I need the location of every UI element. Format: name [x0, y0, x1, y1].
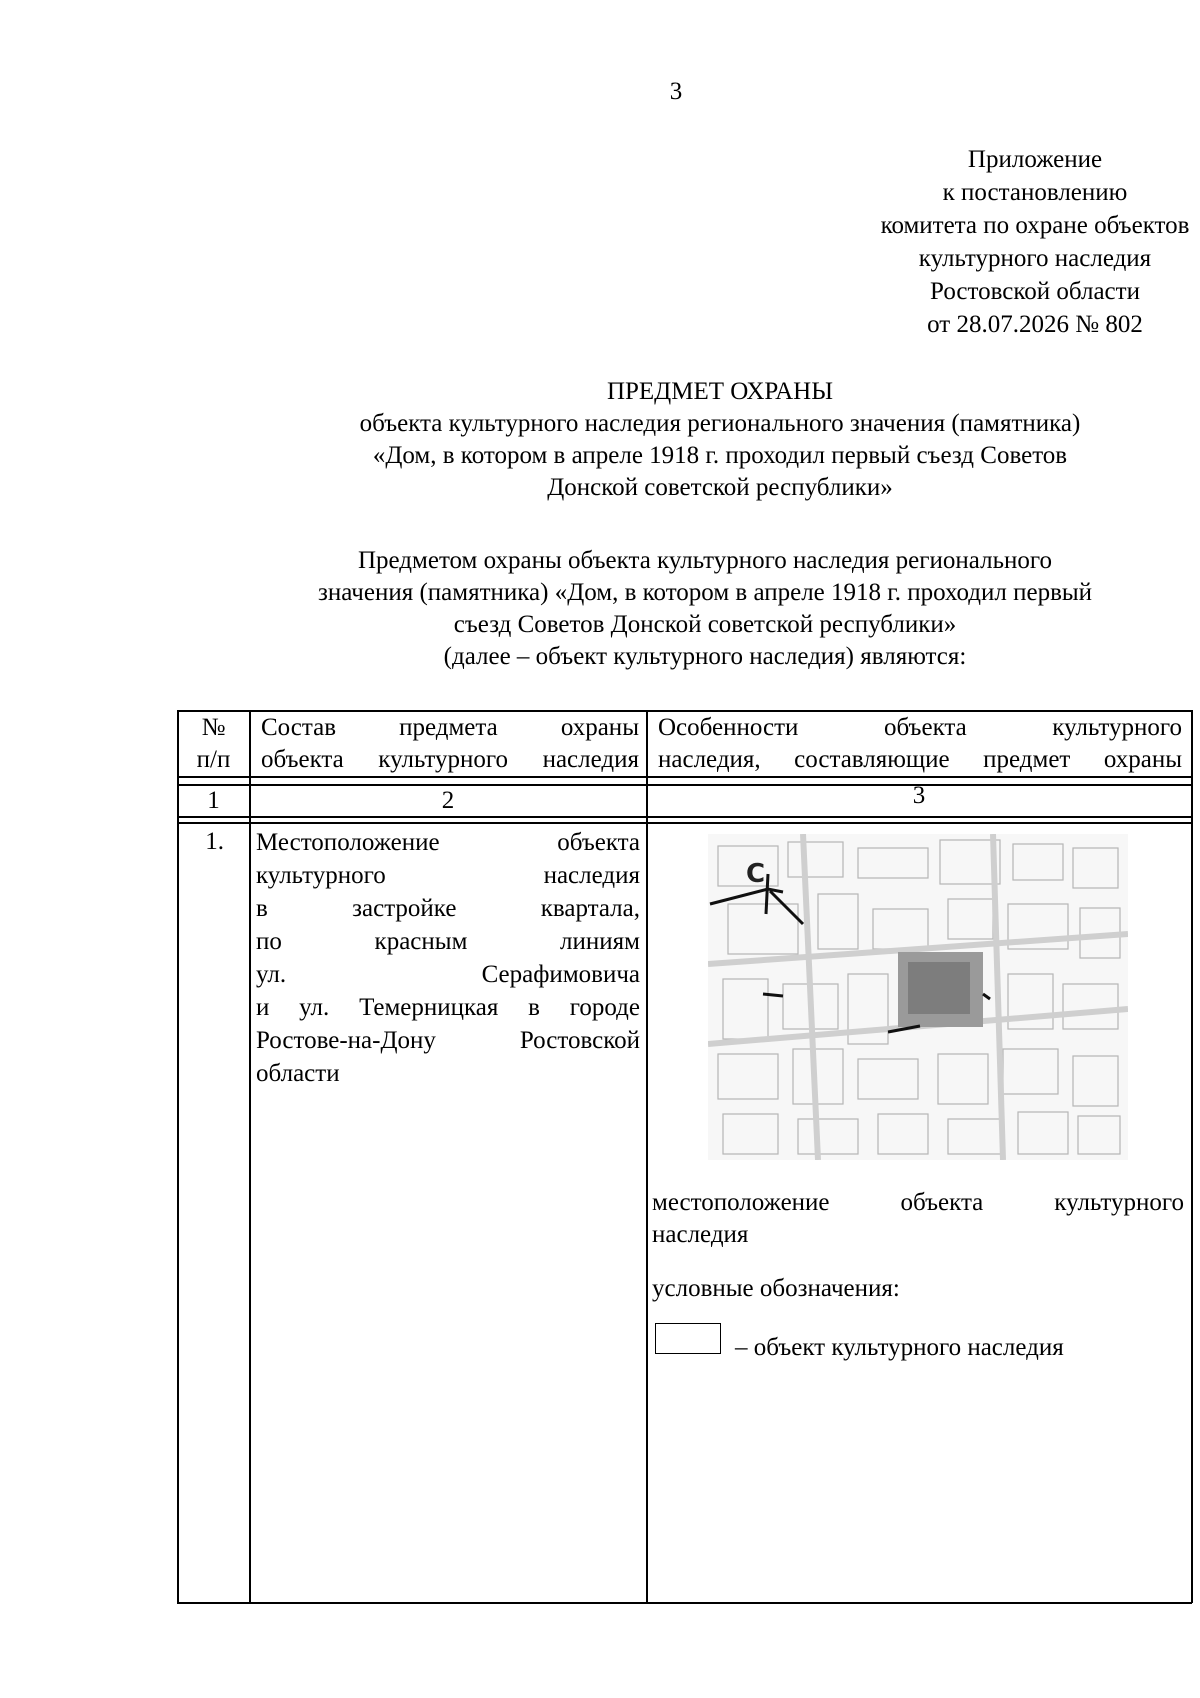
- header-features: [658, 712, 1182, 776]
- intro-line: (далее – объект культурного наследия) являются:: [443, 643, 967, 670]
- header-text: Особенности объекта культурного: [658, 714, 1182, 741]
- title-line: «Дом, в котором в апреле 1918 г. проходил первый съезд Советов: [372, 442, 1068, 469]
- page-number: 3: [669, 78, 683, 105]
- intro-line: съезд Советов Донской советской республики»: [453, 611, 957, 638]
- appendix-line: Ростовской области: [930, 278, 1140, 305]
- title-line: Донской советской республики»: [547, 474, 893, 501]
- table-border: [177, 1602, 1192, 1604]
- composition-line: Местоположение объекта: [256, 829, 640, 856]
- table-border: [1191, 710, 1193, 1603]
- document-title: [220, 376, 1200, 504]
- map-caption: [652, 1187, 1184, 1251]
- legend-item-label: – объект культурного наследия: [735, 1334, 1064, 1361]
- composition-line: в застройке квартала,: [256, 895, 640, 922]
- appendix-block: [780, 143, 1200, 341]
- row-number: 1.: [205, 828, 224, 855]
- table-border: [177, 776, 1192, 778]
- legend-title: условные обозначения:: [652, 1275, 900, 1302]
- appendix-date-number: от 28.07.2026 № 802: [927, 311, 1143, 338]
- intro-paragraph: [200, 545, 1200, 673]
- compass-label: С: [746, 859, 766, 889]
- appendix-line: комитета по охране объектов: [880, 212, 1190, 239]
- appendix-line: к постановлению: [942, 179, 1128, 206]
- header-composition: [261, 712, 639, 776]
- header-text: №: [201, 714, 226, 741]
- title-heading: ПРЕДМЕТ ОХРАНЫ: [606, 378, 834, 405]
- composition-line: по красным линиям: [256, 928, 640, 955]
- appendix-line: Приложение: [967, 146, 1103, 173]
- caption-line: наследия: [652, 1221, 749, 1248]
- legend-symbol-box: [655, 1323, 721, 1354]
- location-map: [708, 834, 1128, 1160]
- table-border: [249, 710, 251, 1603]
- table-border: [177, 822, 1192, 824]
- header-text: п/п: [196, 746, 231, 773]
- caption-line: местоположение объекта культурного: [652, 1189, 1184, 1216]
- location-map-image: [708, 834, 1128, 1160]
- header-text: объекта культурного наследия: [261, 746, 639, 773]
- intro-line: значения (памятника) «Дом, в котором в апреле 1918 г. проходил первый: [317, 579, 1093, 606]
- composition-line: ул. Серафимовича: [256, 961, 640, 988]
- column-number-3: 3: [912, 782, 926, 809]
- composition-line: Ростове-на-Дону Ростовской: [256, 1027, 640, 1054]
- composition-line: и ул. Темерницкая в городе: [256, 994, 640, 1021]
- composition-line: области: [256, 1060, 340, 1087]
- header-text: наследия, составляющие предмет охраны: [658, 746, 1182, 773]
- composition-text: [256, 826, 640, 1090]
- column-number-1: 1: [207, 787, 220, 814]
- header-text: Состав предмета охраны: [261, 714, 639, 741]
- composition-line: культурного наследия: [256, 862, 640, 889]
- header-number: [178, 712, 249, 776]
- appendix-line: культурного наследия: [918, 245, 1152, 272]
- column-number-2: 2: [441, 787, 455, 814]
- intro-line: Предметом охраны объекта культурного наследия регионального: [357, 547, 1052, 574]
- title-line: объекта культурного наследия регионального значения (памятника): [359, 410, 1081, 437]
- table-border: [646, 710, 648, 1603]
